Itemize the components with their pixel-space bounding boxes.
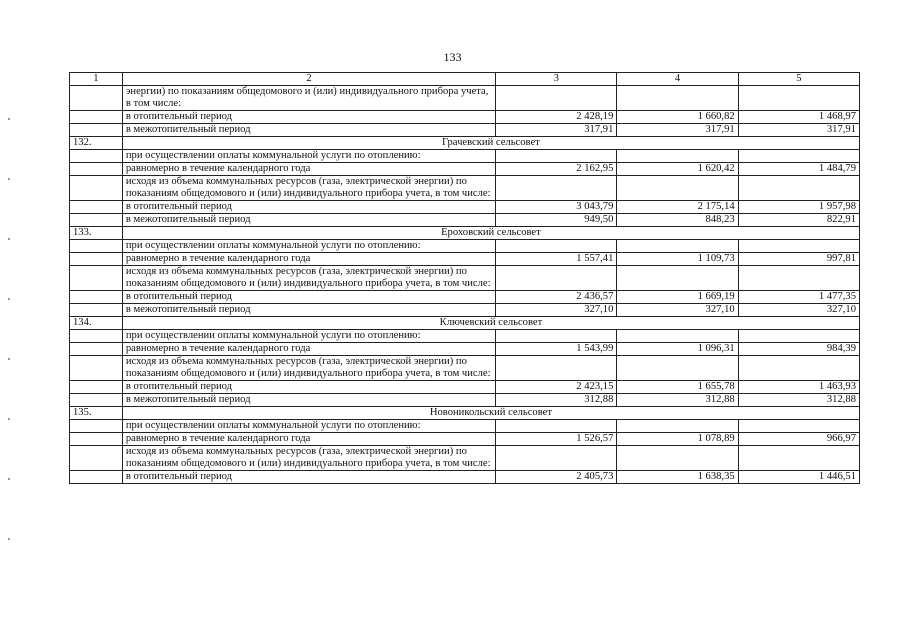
value-col-5: 1 446,51 — [738, 471, 859, 484]
row-description: в межотопительный период — [122, 394, 495, 407]
table-row — [70, 343, 860, 356]
table-row — [70, 240, 860, 253]
value-col-5 — [738, 266, 859, 291]
table-row — [70, 394, 860, 407]
margin-dot — [8, 358, 10, 360]
section-title: Ероховский сельсовет — [122, 227, 859, 240]
value-col-4 — [617, 446, 738, 471]
row-description: в межотопительный период — [122, 214, 495, 227]
row-number — [70, 111, 123, 124]
row-description: в отопительный период — [122, 201, 495, 214]
row-number — [70, 356, 123, 381]
value-col-3: 327,10 — [496, 304, 617, 317]
value-col-3: 1 543,99 — [496, 343, 617, 356]
margin-dot — [8, 178, 10, 180]
table-row — [70, 304, 860, 317]
value-col-3 — [496, 356, 617, 381]
table-row — [70, 214, 860, 227]
value-col-4 — [617, 86, 738, 111]
margin-dot — [8, 298, 10, 300]
row-number — [70, 163, 123, 176]
table-row — [70, 381, 860, 394]
margin-dot — [8, 418, 10, 420]
table-row — [70, 446, 860, 471]
row-description: в межотопительный период — [122, 124, 495, 137]
row-number — [70, 240, 123, 253]
value-col-4: 1 078,89 — [617, 433, 738, 446]
value-col-3: 3 043,79 — [496, 201, 617, 214]
value-col-3: 2 428,19 — [496, 111, 617, 124]
value-col-3 — [496, 420, 617, 433]
value-col-4: 327,10 — [617, 304, 738, 317]
row-description: исходя из объема коммунальных ресурсов (газа, электрической энергии) по показаниям общедомового и (или) индивидуального прибора учета, в том числе: — [122, 356, 495, 381]
value-col-3 — [496, 330, 617, 343]
row-description: равномерно в течение календарного года — [122, 433, 495, 446]
value-col-3: 2 436,57 — [496, 291, 617, 304]
row-description: равномерно в течение календарного года — [122, 253, 495, 266]
section-row — [70, 407, 860, 420]
table-row — [70, 291, 860, 304]
value-col-5 — [738, 150, 859, 163]
table-row — [70, 163, 860, 176]
value-col-4 — [617, 150, 738, 163]
section-number: 134. — [70, 317, 123, 330]
value-col-3: 1 557,41 — [496, 253, 617, 266]
row-number — [70, 150, 123, 163]
table-row — [70, 111, 860, 124]
value-col-4 — [617, 330, 738, 343]
value-col-5: 1 957,98 — [738, 201, 859, 214]
row-description: в отопительный период — [122, 291, 495, 304]
tariff-table — [69, 72, 860, 484]
margin-dot — [8, 478, 10, 480]
value-col-4: 2 175,14 — [617, 201, 738, 214]
section-title: Ключевский сельсовет — [122, 317, 859, 330]
value-col-4 — [617, 240, 738, 253]
row-number — [70, 86, 123, 111]
row-number — [70, 330, 123, 343]
row-description: равномерно в течение календарного года — [122, 343, 495, 356]
margin-dots — [8, 118, 12, 588]
value-col-5 — [738, 240, 859, 253]
row-description: в отопительный период — [122, 111, 495, 124]
value-col-5 — [738, 86, 859, 111]
value-col-4: 312,88 — [617, 394, 738, 407]
row-number — [70, 176, 123, 201]
row-description: при осуществлении оплаты коммунальной услуги по отоплению: — [122, 240, 495, 253]
table-row — [70, 176, 860, 201]
value-col-3: 2 405,73 — [496, 471, 617, 484]
row-description: исходя из объема коммунальных ресурсов (газа, электрической энергии) по показаниям общедомового и (или) индивидуального прибора учета, в том числе: — [122, 266, 495, 291]
margin-dot — [8, 118, 10, 120]
table-row — [70, 201, 860, 214]
value-col-4: 848,23 — [617, 214, 738, 227]
value-col-5: 984,39 — [738, 343, 859, 356]
value-col-4: 1 096,31 — [617, 343, 738, 356]
value-col-5 — [738, 356, 859, 381]
row-number — [70, 420, 123, 433]
value-col-5: 327,10 — [738, 304, 859, 317]
table-header-row — [70, 73, 860, 86]
value-col-3: 317,91 — [496, 124, 617, 137]
table-row — [70, 330, 860, 343]
margin-dot — [8, 538, 10, 540]
value-col-4 — [617, 176, 738, 201]
header-col-1: 1 — [70, 73, 123, 86]
row-description: при осуществлении оплаты коммунальной услуги по отоплению: — [122, 420, 495, 433]
row-description: в отопительный период — [122, 471, 495, 484]
row-description: исходя из объема коммунальных ресурсов (газа, электрической энергии) по показаниям общедомового и (или) индивидуального прибора учета, в том числе: — [122, 446, 495, 471]
row-description: в отопительный период — [122, 381, 495, 394]
section-number: 135. — [70, 407, 123, 420]
header-col-5: 5 — [738, 73, 859, 86]
table-row — [70, 124, 860, 137]
value-col-3: 2 423,15 — [496, 381, 617, 394]
row-number — [70, 381, 123, 394]
table-row — [70, 356, 860, 381]
table-row — [70, 253, 860, 266]
value-col-5 — [738, 446, 859, 471]
value-col-3 — [496, 266, 617, 291]
row-description: при осуществлении оплаты коммунальной услуги по отоплению: — [122, 150, 495, 163]
header-col-3: 3 — [496, 73, 617, 86]
row-number — [70, 253, 123, 266]
value-col-4: 1 669,19 — [617, 291, 738, 304]
row-number — [70, 291, 123, 304]
value-col-4: 1 109,73 — [617, 253, 738, 266]
value-col-3 — [496, 86, 617, 111]
value-col-3 — [496, 150, 617, 163]
value-col-5: 1 468,97 — [738, 111, 859, 124]
table-row — [70, 433, 860, 446]
value-col-5: 1 463,93 — [738, 381, 859, 394]
page-number: 133 — [443, 50, 462, 64]
section-title: Новоникольский сельсовет — [122, 407, 859, 420]
value-col-3 — [496, 176, 617, 201]
value-col-5: 966,97 — [738, 433, 859, 446]
value-col-5: 317,91 — [738, 124, 859, 137]
header-col-4: 4 — [617, 73, 738, 86]
section-row — [70, 317, 860, 330]
row-number — [70, 124, 123, 137]
row-number — [70, 394, 123, 407]
tariff-table-body — [70, 73, 860, 484]
section-number: 132. — [70, 137, 123, 150]
table-row — [70, 150, 860, 163]
row-number — [70, 471, 123, 484]
value-col-5: 1 484,79 — [738, 163, 859, 176]
table-row — [70, 266, 860, 291]
value-col-5 — [738, 330, 859, 343]
section-number: 133. — [70, 227, 123, 240]
row-description: при осуществлении оплаты коммунальной услуги по отоплению: — [122, 330, 495, 343]
value-col-4 — [617, 356, 738, 381]
row-number — [70, 343, 123, 356]
section-title: Грачевский сельсовет — [122, 137, 859, 150]
section-row — [70, 137, 860, 150]
row-description: исходя из объема коммунальных ресурсов (газа, электрической энергии) по показаниям общедомового и (или) индивидуального прибора учета, в том числе: — [122, 176, 495, 201]
row-number — [70, 214, 123, 227]
value-col-5 — [738, 176, 859, 201]
value-col-4: 1 660,82 — [617, 111, 738, 124]
value-col-5 — [738, 420, 859, 433]
value-col-4 — [617, 420, 738, 433]
header-col-2: 2 — [122, 73, 495, 86]
row-description: в межотопительный период — [122, 304, 495, 317]
row-number — [70, 433, 123, 446]
row-number — [70, 304, 123, 317]
section-row — [70, 227, 860, 240]
table-row — [70, 86, 860, 111]
value-col-3 — [496, 240, 617, 253]
value-col-4: 1 620,42 — [617, 163, 738, 176]
value-col-5: 997,81 — [738, 253, 859, 266]
value-col-4: 317,91 — [617, 124, 738, 137]
value-col-5: 312,88 — [738, 394, 859, 407]
table-row — [70, 420, 860, 433]
value-col-3: 312,88 — [496, 394, 617, 407]
value-col-3: 1 526,57 — [496, 433, 617, 446]
row-number — [70, 201, 123, 214]
value-col-5: 822,91 — [738, 214, 859, 227]
row-number — [70, 446, 123, 471]
value-col-5: 1 477,35 — [738, 291, 859, 304]
value-col-3: 949,50 — [496, 214, 617, 227]
value-col-3: 2 162,95 — [496, 163, 617, 176]
row-description: равномерно в течение календарного года — [122, 163, 495, 176]
value-col-4: 1 638,35 — [617, 471, 738, 484]
row-number — [70, 266, 123, 291]
value-col-4 — [617, 266, 738, 291]
table-row — [70, 471, 860, 484]
value-col-3 — [496, 446, 617, 471]
row-description: энергии) по показаниям общедомового и (или) индивидуального прибора учета, в том числе: — [122, 86, 495, 111]
value-col-4: 1 655,78 — [617, 381, 738, 394]
margin-dot — [8, 238, 10, 240]
